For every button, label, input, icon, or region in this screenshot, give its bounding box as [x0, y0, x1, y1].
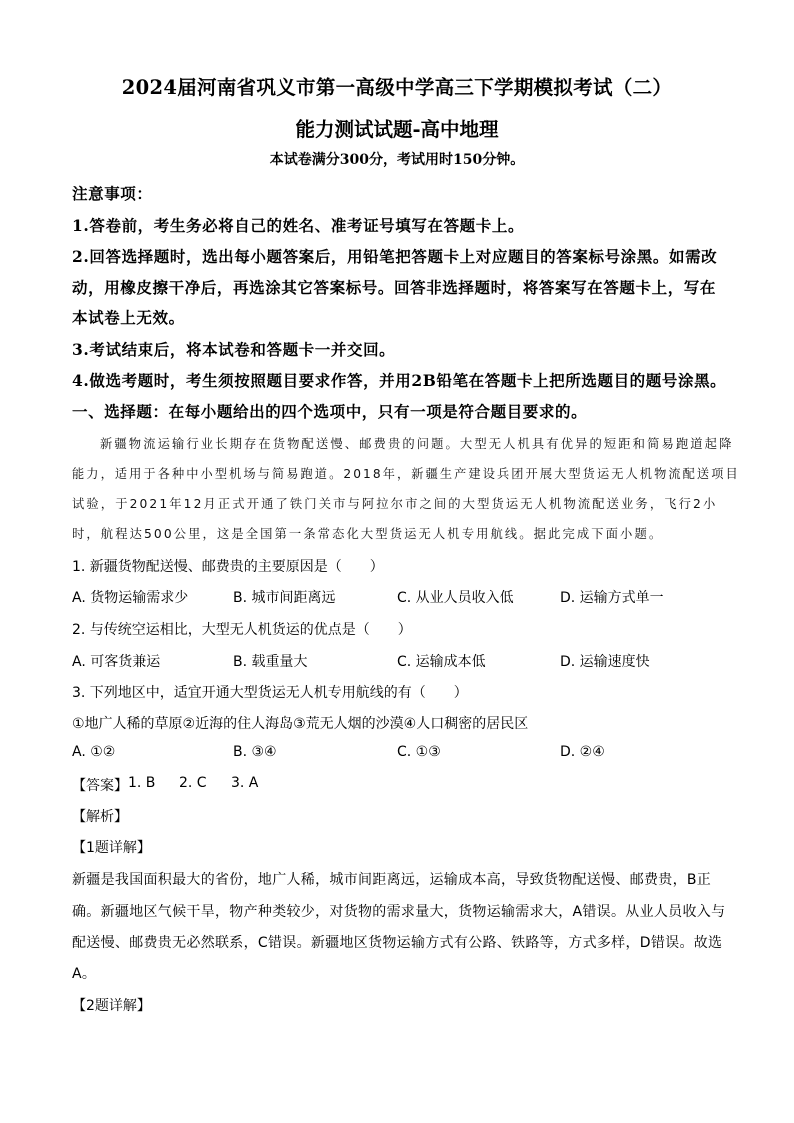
- question-2-option-a: A. 可客货兼运: [72, 654, 161, 670]
- question-1-option-a: A. 货物运输需求少: [72, 590, 189, 606]
- passage-line: 新疆物流运输行业长期存在货物配送慢、邮费贵的问题。大型无人机具有优异的短距和简易跑道起降: [100, 437, 734, 451]
- exam-info: 本试卷满分300分，考试用时150分钟。: [269, 152, 525, 168]
- question-3-option-c: C. ①③: [397, 744, 441, 760]
- question-3-option-d: D. ②④: [560, 744, 605, 760]
- passage-line: 试验，于2021年12月正式开通了铁门关市与阿拉尔市之间的大型货运无人机物流配送业务，飞行2小: [72, 497, 718, 511]
- question-2-stem: 2. 与传统空运相比，大型无人机货运的优点是（ ）: [72, 622, 412, 638]
- question-2-option-b: B. 载重量大: [233, 654, 308, 670]
- exam-subtitle: 能力测试试题-高中地理: [295, 118, 499, 141]
- passage-line: 时，航程达500公里，这是全国第一条常态化大型货运无人机专用航线。据此完成下面小题。: [72, 527, 664, 541]
- passage-line: 能力，适用于各种中小型机场与简易跑道。2018年，新疆生产建设兵团开展大型货运无人机物流配送项目: [72, 467, 740, 481]
- q1-detail-line: 确。新疆地区气候干旱，物产种类较少，对货物的需求量大，货物运输需求大，A错误。从业人员收入与: [72, 904, 726, 920]
- notice-line: 3.考试结束后，将本试卷和答题卡一并交回。: [72, 340, 396, 359]
- question-2-option-d: D. 运输速度快: [560, 654, 650, 670]
- notice-line: 本试卷上无效。: [72, 308, 185, 327]
- notice-line: 动，用橡皮擦干净后，再选涂其它答案标号。回答非选择题时，将答案写在答题卡上，写在: [72, 278, 717, 297]
- notice-heading: 注意事项：: [72, 184, 153, 203]
- notice-line: 1.答卷前，考生务必将自己的姓名、准考证号填写在答题卡上。: [72, 216, 525, 235]
- question-3-option-a: A. ①②: [72, 744, 116, 760]
- analysis-heading: 【解析】: [72, 809, 128, 825]
- q1-detail-line: A。: [72, 966, 97, 982]
- answer-label: 【答案】: [72, 778, 128, 794]
- question-1-option-c: C. 从业人员收入低: [397, 590, 514, 606]
- section-heading: 一、选择题：在每小题给出的四个选项中，只有一项是符合题目要求的。: [72, 402, 588, 421]
- question-3-option-b: B. ③④: [233, 744, 277, 760]
- q1-detail-heading: 【1题详解】: [72, 840, 151, 856]
- q1-detail-line: 新疆是我国面积最大的省份，地广人稀，城市间距离远，运输成本高，导致货物配送慢、邮费贵，B正: [72, 872, 712, 888]
- q1-detail-line: 配送慢、邮费贵无必然联系，C错误。新疆地区货物运输方式有公路、铁路等，方式多样，D错误。故选: [72, 935, 723, 951]
- q2-detail-heading: 【2题详解】: [72, 998, 151, 1014]
- question-3-choices: ①地广人稀的草原②近海的住人海岛③荒无人烟的沙漠④人口稠密的居民区: [72, 716, 529, 732]
- answer-item: 2. C: [179, 775, 207, 791]
- notice-line: 4.做选考题时，考生须按照题目要求作答，并用2B铅笔在答题卡上把所选题目的题号涂黑。: [72, 371, 727, 390]
- exam-title: 2024届河南省巩义市第一高级中学高三下学期模拟考试（二）: [121, 76, 673, 99]
- answer-item: 3. A: [231, 775, 259, 791]
- question-1-option-d: D. 运输方式单一: [560, 590, 664, 606]
- question-1-stem: 1. 新疆货物配送慢、邮费贵的主要原因是（ ）: [72, 559, 384, 575]
- question-2-option-c: C. 运输成本低: [397, 654, 486, 670]
- question-3-stem: 3. 下列地区中，适宜开通大型货运无人机专用航线的有（ ）: [72, 685, 468, 701]
- answer-item: 1. B: [128, 775, 156, 791]
- notice-line: 2.回答选择题时，选出每小题答案后，用铅笔把答题卡上对应题目的答案标号涂黑。如需改: [72, 247, 718, 266]
- question-1-option-b: B. 城市间距离远: [233, 590, 336, 606]
